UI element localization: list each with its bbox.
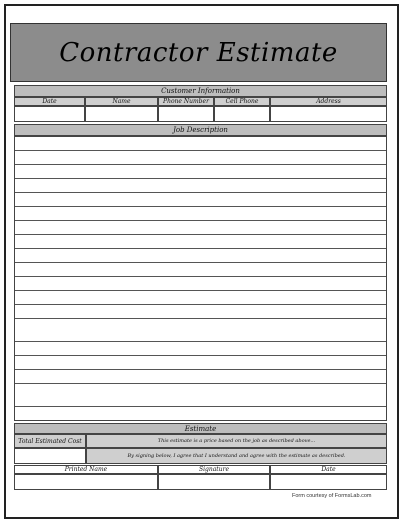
form-title: Contractor Estimate (59, 37, 338, 68)
ruled-line (15, 206, 386, 207)
column-printed-name: Printed Name (14, 465, 158, 474)
ruled-line (15, 355, 386, 356)
sign-date-field[interactable] (270, 474, 387, 490)
footer-credit: Form courtesy of FormsLab.com (292, 493, 372, 499)
ruled-line (15, 304, 386, 305)
column-sign-date: Date (270, 465, 387, 474)
ruled-line (15, 406, 386, 407)
job-description-area[interactable] (14, 136, 387, 421)
estimate-header: Estimate (14, 423, 387, 434)
ruled-line (15, 248, 386, 249)
ruled-line (15, 290, 386, 291)
column-phone: Phone Number (158, 97, 214, 106)
column-signature: Signature (158, 465, 270, 474)
printed-name-field[interactable] (14, 474, 158, 490)
phone-field[interactable] (158, 106, 214, 122)
ruled-line (15, 383, 386, 384)
column-name: Name (85, 97, 158, 106)
ruled-line (15, 369, 386, 370)
ruled-line (15, 276, 386, 277)
title-bar (10, 23, 387, 82)
ruled-line (15, 341, 386, 342)
ruled-line (15, 164, 386, 165)
name-field[interactable] (85, 106, 158, 122)
cell-phone-field[interactable] (214, 106, 270, 122)
customer-info-header: Customer Information (14, 85, 387, 97)
address-field[interactable] (270, 106, 387, 122)
ruled-line (15, 318, 386, 319)
ruled-line (15, 192, 386, 193)
ruled-line (15, 262, 386, 263)
column-address: Address (270, 97, 387, 106)
agreement-note: By signing below, I agree that I understand and agree with the estimate as described. (86, 448, 387, 464)
ruled-line (15, 178, 386, 179)
signature-field[interactable] (158, 474, 270, 490)
column-cell-phone: Cell Phone (214, 97, 270, 106)
total-cost-label: Total Estimated Cost (14, 434, 86, 448)
estimate-note: This estimate is a price based on the job as described above... (86, 434, 387, 448)
ruled-line (15, 220, 386, 221)
ruled-line (15, 234, 386, 235)
total-cost-field[interactable] (14, 448, 86, 464)
job-description-header: Job Description (14, 124, 387, 136)
ruled-line (15, 150, 386, 151)
date-field[interactable] (14, 106, 85, 122)
column-date: Date (14, 97, 85, 106)
